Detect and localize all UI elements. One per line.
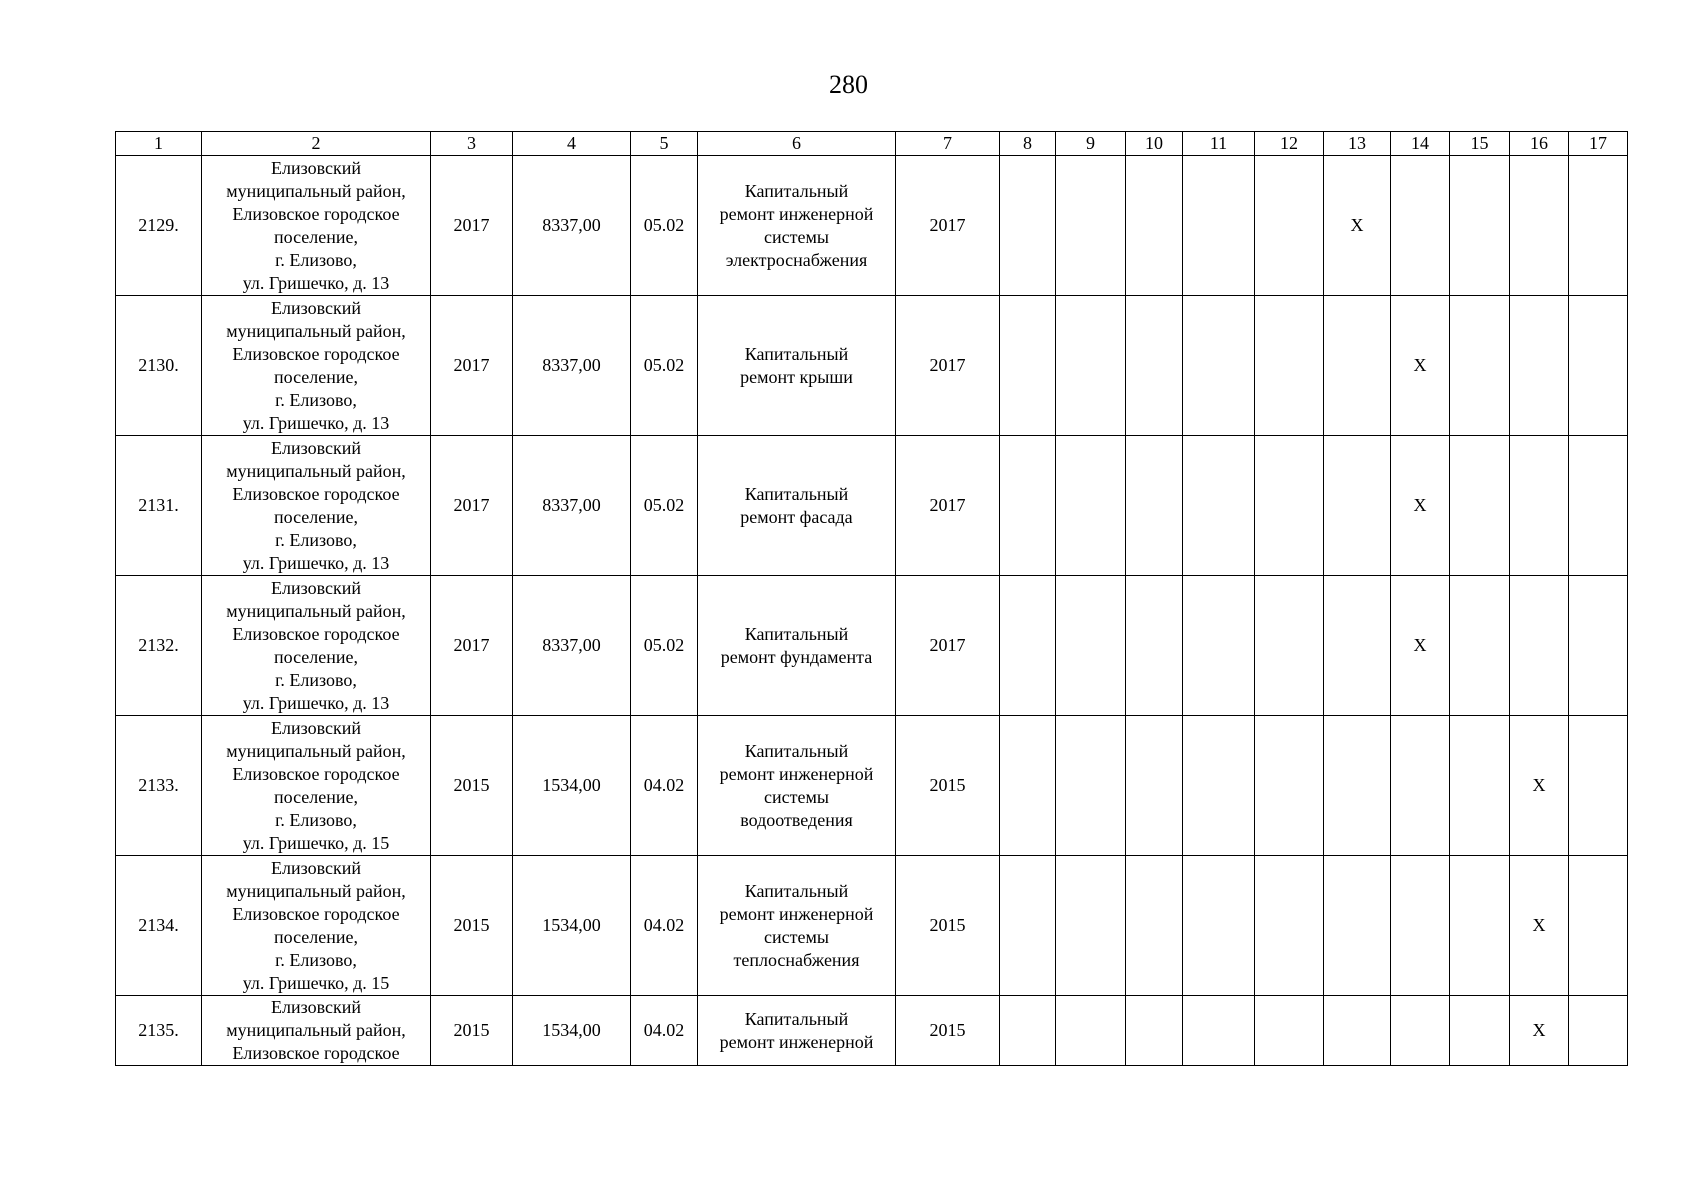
mark-cell-col-16: Х: [1510, 996, 1569, 1066]
row-number-cell: 2129.: [116, 156, 202, 296]
column-header-8: 8: [1000, 132, 1056, 156]
plan-year-cell: 2017: [896, 296, 1000, 436]
address-cell-line: Елизовский: [270, 857, 361, 878]
work-type-cell-line: ремонт фундамента: [720, 646, 873, 667]
table-body: [116, 156, 1628, 1066]
work-type-cell-line: системы: [764, 226, 829, 247]
empty-cell-col-12: [1255, 576, 1324, 716]
empty-cell-col-15: [1450, 296, 1510, 436]
address-cell-line: Елизовское городское: [232, 903, 400, 924]
work-type-cell-line: ремонт инженерной: [719, 763, 874, 784]
plan-year-cell: 2017: [896, 436, 1000, 576]
empty-cell-col-12: [1255, 156, 1324, 296]
table-row: [116, 436, 1628, 576]
empty-cell-col-9: [1056, 156, 1126, 296]
empty-cell-col-17: [1569, 716, 1628, 856]
code-cell: 05.02: [631, 296, 698, 436]
column-header-14: 14: [1391, 132, 1450, 156]
year-cell: 2015: [431, 996, 513, 1066]
column-header-1: 1: [116, 132, 202, 156]
code-cell: 04.02: [631, 716, 698, 856]
empty-cell-col-13: [1324, 996, 1391, 1066]
mark-cell-col-16: Х: [1510, 716, 1569, 856]
empty-cell-col-13: [1324, 576, 1391, 716]
mark-cell-col-13: Х: [1324, 156, 1391, 296]
empty-cell-col-17: [1569, 436, 1628, 576]
plan-year-cell: 2015: [896, 856, 1000, 996]
address-cell-line: ул. Гришечко, д. 15: [242, 832, 390, 853]
table-row: [116, 716, 1628, 856]
row-number-cell: 2132.: [116, 576, 202, 716]
empty-cell-col-15: [1450, 436, 1510, 576]
empty-cell-col-10: [1126, 156, 1183, 296]
address-cell-line: Елизовское городское: [232, 483, 400, 504]
empty-cell-col-17: [1569, 856, 1628, 996]
mark-cell-col-16: Х: [1510, 856, 1569, 996]
address-cell: [202, 576, 431, 716]
empty-cell-col-12: [1255, 296, 1324, 436]
work-type-cell-line: системы: [764, 926, 829, 947]
area-cell: 8337,00: [513, 296, 631, 436]
empty-cell-col-17: [1569, 576, 1628, 716]
plan-year-cell: 2017: [896, 156, 1000, 296]
address-cell-line: Елизовский: [270, 577, 361, 598]
table-row: [116, 156, 1628, 296]
address-cell-line: муниципальный район,: [226, 1020, 406, 1040]
plan-year-cell: 2015: [896, 716, 1000, 856]
empty-cell-col-16: [1510, 436, 1569, 576]
work-type-cell-line: ремонт фасада: [740, 506, 853, 527]
empty-cell-col-11: [1183, 156, 1255, 296]
column-header-17: 17: [1569, 132, 1628, 156]
mark-cell-col-14: Х: [1391, 576, 1450, 716]
address-cell-line: Елизовский: [270, 157, 361, 178]
empty-cell-col-14: [1391, 716, 1450, 856]
year-cell: 2015: [431, 716, 513, 856]
address-cell-line: Елизовское городское: [232, 343, 400, 364]
empty-cell-col-13: [1324, 296, 1391, 436]
address-cell-line: муниципальный район,: [226, 460, 406, 481]
empty-cell-col-8: [1000, 576, 1056, 716]
column-header-2: 2: [202, 132, 431, 156]
address-cell: [202, 156, 431, 296]
row-number-cell: 2130.: [116, 296, 202, 436]
empty-cell-col-8: [1000, 156, 1056, 296]
column-header-7: 7: [896, 132, 1000, 156]
empty-cell-col-10: [1126, 996, 1183, 1066]
work-type-cell-line: теплоснабжения: [733, 949, 860, 970]
year-cell: 2017: [431, 296, 513, 436]
address-cell-line: поселение,: [273, 226, 358, 247]
empty-cell-col-16: [1510, 156, 1569, 296]
empty-cell-col-8: [1000, 716, 1056, 856]
plan-year-cell: 2017: [896, 576, 1000, 716]
work-type-cell: [698, 576, 896, 716]
address-cell-line: Елизовское городское: [232, 623, 400, 644]
address-cell-line: муниципальный район,: [226, 180, 406, 201]
address-cell: [202, 296, 431, 436]
address-cell-line: муниципальный район,: [226, 880, 406, 901]
address-cell-line: ул. Гришечко, д. 15: [242, 972, 390, 993]
column-header-16: 16: [1510, 132, 1569, 156]
address-cell-line: г. Елизово,: [275, 389, 357, 410]
capital-repair-table: [115, 131, 1628, 1066]
work-type-cell: [698, 996, 896, 1066]
address-cell-line: г. Елизово,: [275, 669, 357, 690]
address-cell-line: Елизовский: [270, 437, 361, 458]
empty-cell-col-16: [1510, 296, 1569, 436]
empty-cell-col-10: [1126, 856, 1183, 996]
empty-cell-col-14: [1391, 156, 1450, 296]
address-cell: [202, 996, 431, 1066]
empty-cell-col-11: [1183, 296, 1255, 436]
empty-cell-col-8: [1000, 996, 1056, 1066]
address-cell-line: поселение,: [273, 646, 358, 667]
empty-cell-col-12: [1255, 856, 1324, 996]
address-cell-line: Елизовское городское: [232, 203, 400, 224]
empty-cell-col-13: [1324, 856, 1391, 996]
address-cell-line: г. Елизово,: [275, 949, 357, 970]
empty-cell-col-12: [1255, 436, 1324, 576]
table-row: [116, 856, 1628, 996]
column-header-6: 6: [698, 132, 896, 156]
address-cell-line: поселение,: [273, 926, 358, 947]
empty-cell-col-16: [1510, 576, 1569, 716]
table-row: [116, 996, 1628, 1066]
address-cell-line: Елизовский: [270, 717, 361, 738]
address-cell-line: Елизовское городское: [232, 1043, 400, 1063]
column-header-12: 12: [1255, 132, 1324, 156]
empty-cell-col-15: [1450, 156, 1510, 296]
area-cell: 1534,00: [513, 996, 631, 1066]
year-cell: 2017: [431, 156, 513, 296]
empty-cell-col-17: [1569, 996, 1628, 1066]
code-cell: 04.02: [631, 856, 698, 996]
row-number-cell: 2134.: [116, 856, 202, 996]
area-cell: 8337,00: [513, 156, 631, 296]
empty-cell-col-12: [1255, 716, 1324, 856]
row-number-cell: 2133.: [116, 716, 202, 856]
empty-cell-col-9: [1056, 996, 1126, 1066]
work-type-cell: [698, 296, 896, 436]
address-cell: [202, 716, 431, 856]
empty-cell-col-11: [1183, 996, 1255, 1066]
address-cell-line: ул. Гришечко, д. 13: [242, 272, 390, 293]
address-cell-line: г. Елизово,: [275, 809, 357, 830]
address-cell-line: поселение,: [273, 506, 358, 527]
empty-cell-col-8: [1000, 856, 1056, 996]
header-row: [116, 132, 1628, 156]
address-cell-line: ул. Гришечко, д. 13: [242, 412, 390, 433]
work-type-cell-line: Капитальный: [744, 180, 849, 201]
work-type-cell: [698, 436, 896, 576]
empty-cell-col-9: [1056, 296, 1126, 436]
work-type-cell: [698, 856, 896, 996]
column-header-15: 15: [1450, 132, 1510, 156]
row-number-cell: 2135.: [116, 996, 202, 1066]
empty-cell-col-10: [1126, 436, 1183, 576]
work-type-cell-line: водоотведения: [740, 809, 853, 830]
column-header-4: 4: [513, 132, 631, 156]
address-cell: [202, 436, 431, 576]
year-cell: 2017: [431, 576, 513, 716]
empty-cell-col-9: [1056, 716, 1126, 856]
address-cell-line: Елизовский: [270, 997, 361, 1017]
address-cell-line: муниципальный район,: [226, 320, 406, 341]
work-type-cell-line: ремонт инженерной: [719, 1031, 874, 1052]
empty-cell-col-8: [1000, 436, 1056, 576]
empty-cell-col-11: [1183, 716, 1255, 856]
column-header-5: 5: [631, 132, 698, 156]
empty-cell-col-9: [1056, 436, 1126, 576]
code-cell: 05.02: [631, 436, 698, 576]
year-cell: 2015: [431, 856, 513, 996]
empty-cell-col-11: [1183, 576, 1255, 716]
address-cell-line: муниципальный район,: [226, 740, 406, 761]
plan-year-cell: 2015: [896, 996, 1000, 1066]
empty-cell-col-13: [1324, 716, 1391, 856]
work-type-cell-line: системы: [764, 786, 829, 807]
work-type-cell: [698, 156, 896, 296]
area-cell: 8337,00: [513, 436, 631, 576]
empty-cell-col-12: [1255, 996, 1324, 1066]
empty-cell-col-9: [1056, 576, 1126, 716]
work-type-cell-line: Капитальный: [744, 343, 849, 364]
mark-cell-col-14: Х: [1391, 296, 1450, 436]
work-type-cell-line: ремонт инженерной: [719, 203, 874, 224]
empty-cell-col-9: [1056, 856, 1126, 996]
empty-cell-col-14: [1391, 996, 1450, 1066]
empty-cell-col-15: [1450, 856, 1510, 996]
empty-cell-col-15: [1450, 576, 1510, 716]
column-header-3: 3: [431, 132, 513, 156]
empty-cell-col-13: [1324, 436, 1391, 576]
empty-cell-col-17: [1569, 156, 1628, 296]
mark-cell-col-14: Х: [1391, 436, 1450, 576]
address-cell-line: муниципальный район,: [226, 600, 406, 621]
empty-cell-col-15: [1450, 716, 1510, 856]
address-cell: [202, 856, 431, 996]
address-cell-line: ул. Гришечко, д. 13: [242, 552, 390, 573]
area-cell: 1534,00: [513, 856, 631, 996]
area-cell: 1534,00: [513, 716, 631, 856]
empty-cell-col-10: [1126, 296, 1183, 436]
column-header-9: 9: [1056, 132, 1126, 156]
address-cell-line: поселение,: [273, 366, 358, 387]
work-type-cell-line: Капитальный: [744, 880, 849, 901]
empty-cell-col-11: [1183, 436, 1255, 576]
address-cell-line: г. Елизово,: [275, 529, 357, 550]
area-cell: 8337,00: [513, 576, 631, 716]
page-number: 280: [829, 70, 868, 99]
empty-cell-col-10: [1126, 576, 1183, 716]
work-type-cell-line: Капитальный: [744, 483, 849, 504]
row-number-cell: 2131.: [116, 436, 202, 576]
work-type-cell-line: электроснабжения: [725, 249, 868, 270]
code-cell: 05.02: [631, 576, 698, 716]
address-cell-line: поселение,: [273, 786, 358, 807]
code-cell: 05.02: [631, 156, 698, 296]
year-cell: 2017: [431, 436, 513, 576]
column-header-10: 10: [1126, 132, 1183, 156]
address-cell-line: г. Елизово,: [275, 249, 357, 270]
empty-cell-col-8: [1000, 296, 1056, 436]
table-row: [116, 296, 1628, 436]
empty-cell-col-10: [1126, 716, 1183, 856]
column-header-13: 13: [1324, 132, 1391, 156]
empty-cell-col-15: [1450, 996, 1510, 1066]
empty-cell-col-11: [1183, 856, 1255, 996]
work-type-cell-line: ремонт инженерной: [719, 903, 874, 924]
work-type-cell-line: ремонт крыши: [740, 366, 853, 387]
work-type-cell-line: Капитальный: [744, 1008, 849, 1029]
work-type-cell: [698, 716, 896, 856]
empty-cell-col-17: [1569, 296, 1628, 436]
code-cell: 04.02: [631, 996, 698, 1066]
column-header-11: 11: [1183, 132, 1255, 156]
empty-cell-col-14: [1391, 856, 1450, 996]
work-type-cell-line: Капитальный: [744, 623, 849, 644]
address-cell-line: ул. Гришечко, д. 13: [242, 692, 390, 713]
table-row: [116, 576, 1628, 716]
address-cell-line: Елизовский: [270, 297, 361, 318]
address-cell-line: Елизовское городское: [232, 763, 400, 784]
work-type-cell-line: Капитальный: [744, 740, 849, 761]
